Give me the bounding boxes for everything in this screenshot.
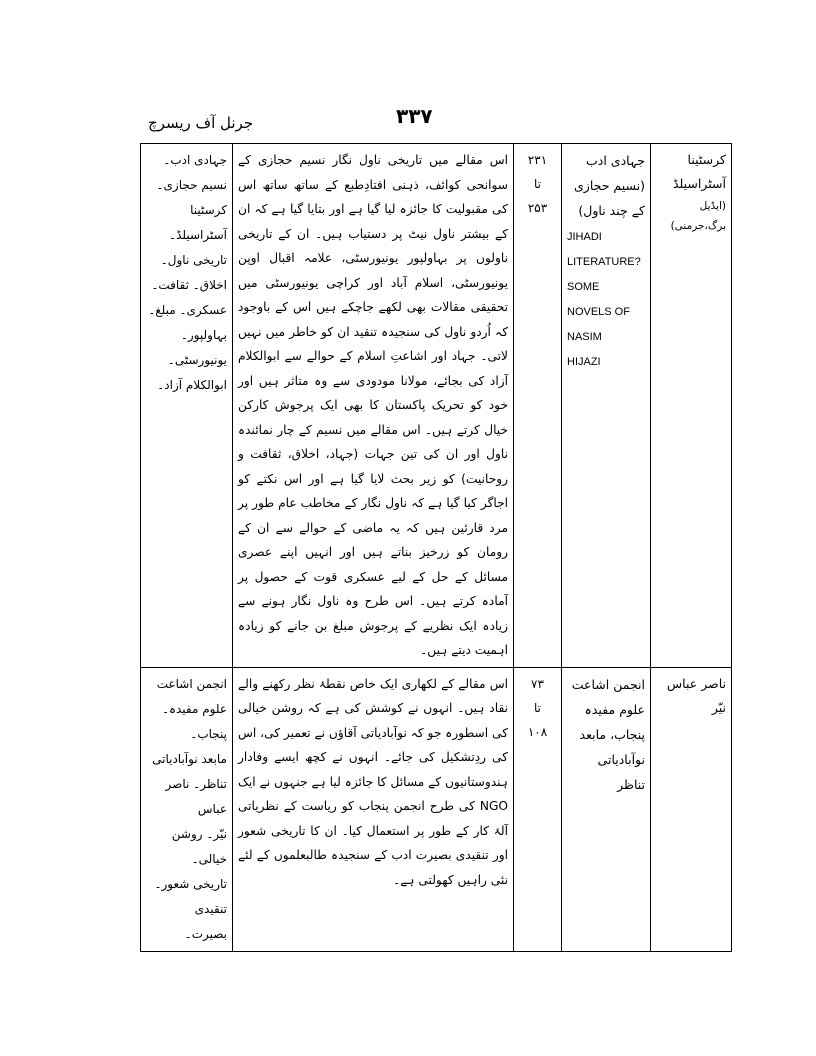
- abstract-text: اس مقالے میں تاریخی ناول نگار نسیم حجازی کے سوانحی کوائف، ذہنی افتادِطبع کے ساتھ ساتھ اس کی مقبولیت کا جائزہ لیا گیا ہے اور بتایا گیا ہے کہ ان کے بیشتر ناول نیٹ پر دستیاب ہیں۔ ان کے تاریخی ناولوں پر بہاولپور یونیورسٹی، علامہ اقبال اوپن یونیورسٹی، اسلام آباد اور کراچی یونیورسٹی میں تحقیقی مقالات بھی لکھے جاچکے ہیں اس کے باوجود کہ اُردو ناول کی سنجیدہ تنقید ان کو خاطر میں نہیں لاتی۔ جہاد اور اشاعتِ اسلام کے حوالے سے ابوالکلام آزاد کی بجائے، مولانا مودودی سے وہ متاثر ہیں اور خود کو تحریک پاکستان کا بھی ایک پرجوش کارکن خیال کرتے ہیں۔ اس مقالے میں نسیم کے چار نمائندہ ناول اور ان کی تین جہات (جہاد، اخلاق، ثقافت و روحانیت) کو زیر بحث لایا گیا ہے اور اس نکتے کو اجاگر کیا گیا ہے کہ ناول نگار کے مخاطب عام طور پر مرد قارئین ہیں کہ یہ ماضی کے حوالے سے ان کے رومان کو زرخیز بناتے ہیں اور انہیں اپنے عصری مسائل کے حل کے لیے عسکری قوت کے حصول پر آمادہ کرتے ہیں۔ اس طرح وہ ناول نگار ہونے سے زیادہ ایک نظریے کے پرجوش مبلغ بن جانے کو زیادہ اہمیت دیتے ہیں۔: [238, 153, 508, 657]
- page-end: ۱۰۸: [527, 724, 548, 739]
- keyword: مابعد نوآبادیاتی: [152, 751, 227, 766]
- keyword: اخلاق۔ ثقافت۔: [151, 278, 227, 292]
- keywords-list: [146, 672, 227, 947]
- author-name: کرسٹینا آسٹراسیلڈ: [672, 152, 726, 191]
- title-cell: [562, 144, 651, 668]
- keywords-list: [146, 148, 227, 398]
- title-english-line: LITERATURE?: [567, 256, 641, 268]
- author-cell: [651, 144, 732, 668]
- keywords-cell: [141, 667, 233, 951]
- keyword: انجمن اشاعت علوم مفیدہ۔ پنجاب۔: [156, 676, 227, 741]
- title-cell: [562, 667, 651, 951]
- table-row: [141, 144, 732, 668]
- keyword: ابوالکلام آزاد۔: [157, 378, 227, 392]
- keyword: بہاولپور۔ یونیورسٹی۔: [167, 328, 227, 367]
- title-english: [567, 225, 645, 375]
- abstract-cell: [233, 144, 514, 668]
- title-english-line: NOVELS OF: [567, 306, 630, 318]
- table-row: [141, 667, 732, 951]
- author-location: (ایڈیل برگ،جرمنی): [670, 200, 726, 232]
- abstract-cell: [233, 667, 514, 951]
- title-english-line: NASIM: [567, 331, 602, 343]
- journal-title: جرنل آف ریسرچ: [148, 114, 254, 132]
- page-start: ۲۳۱: [527, 153, 548, 167]
- keyword: کرسٹینا آسٹراسیلڈ۔: [169, 203, 227, 242]
- pages-cell: [514, 144, 562, 668]
- title-english-line: JIHADI: [567, 231, 602, 243]
- title-english-line: HIJAZI: [567, 356, 601, 368]
- page-number: ۳۳۷: [396, 104, 433, 128]
- title-urdu: انجمن اشاعت علوم مفیدہ پنجاب، مابعد نوآبادیاتی تناظر: [571, 676, 645, 792]
- keyword: تناظر۔ ناصر عباس: [165, 776, 227, 816]
- keyword: نسیم حجازی۔: [156, 178, 227, 192]
- keyword: تاریخی ناول۔: [160, 253, 227, 267]
- title-urdu: جہادی ادب (نسیم حجازی کے چند ناول): [574, 153, 645, 218]
- pages-cell: [514, 667, 562, 951]
- page-to: تا: [534, 177, 541, 191]
- keyword: جہادی ادب۔: [163, 153, 227, 167]
- author-name: ناصر عباس نیّر: [666, 675, 726, 715]
- keyword: عسکری۔ مبلغ۔: [148, 303, 227, 317]
- page-header: [140, 104, 676, 140]
- keyword: بصیرت۔: [184, 926, 227, 941]
- page-to: تا: [534, 700, 541, 715]
- index-table: [140, 143, 732, 952]
- keyword: تاریخی شعور۔ تنقیدی: [154, 876, 227, 916]
- keyword: نیّر۔ روشن خیالی۔: [171, 826, 227, 866]
- author-cell: [651, 667, 732, 951]
- page-end: ۲۵۳: [527, 201, 548, 215]
- abstract-text: اس مقالے کے لکھاری ایک خاص نقطۂ نظر رکھنے والے نقاد ہیں۔ انہوں نے کوشش کی ہے کہ روشن خیالی کی اسطورہ جو کہ نوآبادیاتی آقاؤں نے تعمیر کی، اس کی ردِتشکیل کی جائے۔ انہوں نے کچھ ایسے وفادار ہندوستانیوں کے مسائل کا جائزہ لیا ہے جنہوں نے ایک NGO کی طرح انجمن پنجاب کو ریاست کے نظریاتی آلۂ کار کے طور پر استعمال کیا۔ ان کا تاریخی شعور اور تنقیدی بصیرت ادب کے سنجیدہ طالبعلموں کے لئے نئی راہیں کھولتی ہے۔: [238, 676, 508, 887]
- keywords-cell: [141, 144, 233, 668]
- page-range: [519, 672, 556, 744]
- page-range: [519, 148, 556, 220]
- page-start: ۷۳: [531, 676, 544, 691]
- title-english-line: SOME: [567, 281, 600, 293]
